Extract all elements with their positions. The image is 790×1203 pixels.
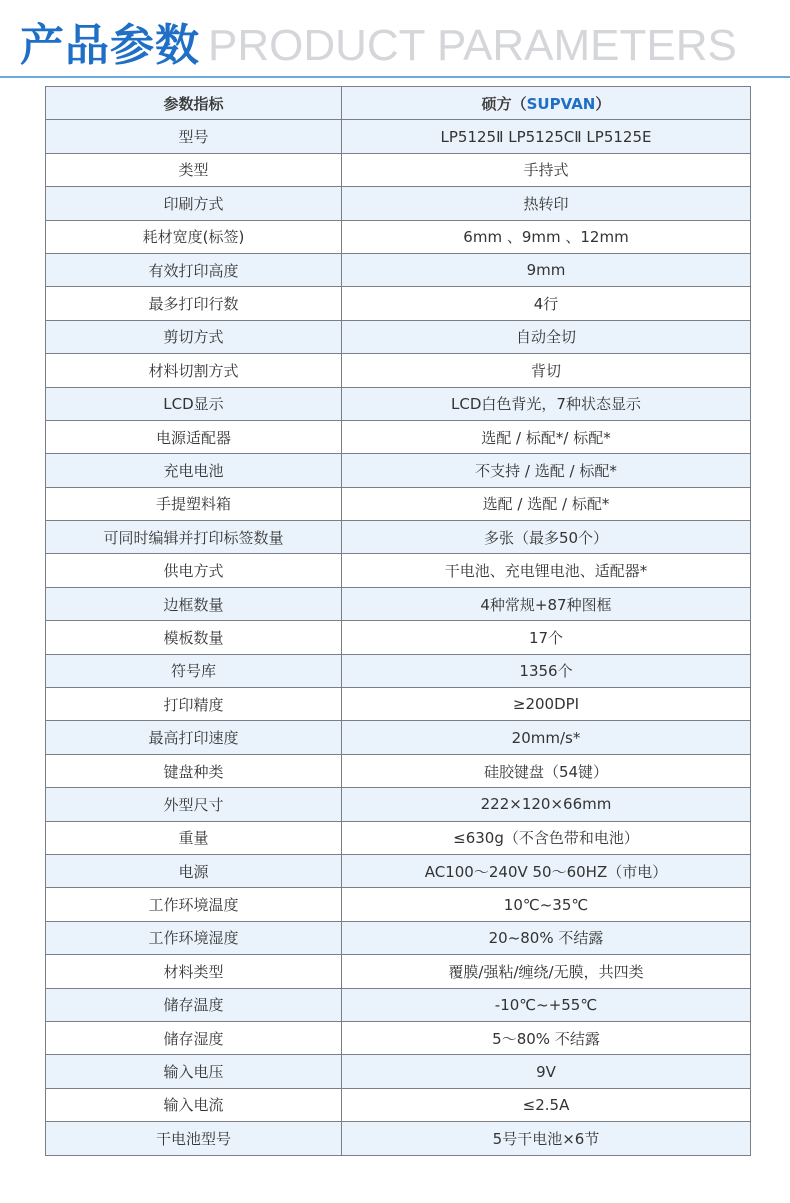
table-row <box>46 521 751 554</box>
param-label-cell: 最高打印速度 <box>46 721 342 754</box>
param-label-cell: 充电电池 <box>46 454 342 487</box>
param-value-cell: 5～80% 不结露 <box>342 1021 751 1054</box>
param-label-cell: 边框数量 <box>46 587 342 620</box>
table-row <box>46 387 751 420</box>
param-value-cell: 9mm <box>342 253 751 286</box>
table-row <box>46 955 751 988</box>
page-title-en: PRODUCT PARAMETERS <box>208 21 737 70</box>
table-row <box>46 654 751 687</box>
table-row <box>46 788 751 821</box>
param-label-cell: 输入电压 <box>46 1055 342 1088</box>
table-row <box>46 287 751 320</box>
param-value-cell: 10℃~35℃ <box>342 888 751 921</box>
param-value-cell: 1356个 <box>342 654 751 687</box>
param-value-cell: 自动全切 <box>342 320 751 353</box>
param-label-cell: 型号 <box>46 120 342 153</box>
table-row <box>46 1021 751 1054</box>
table-row <box>46 587 751 620</box>
table-row <box>46 153 751 186</box>
param-value-cell: 6mm 、9mm 、12mm <box>342 220 751 253</box>
table-row <box>46 354 751 387</box>
param-value-cell: 222×120×66mm <box>342 788 751 821</box>
parameters-table <box>45 86 751 1156</box>
param-label-cell: 电源适配器 <box>46 420 342 453</box>
table-row <box>46 621 751 654</box>
param-value-cell: 覆膜/强粘/缠绕/无膜，共四类 <box>342 955 751 988</box>
table-row <box>46 320 751 353</box>
param-label-cell: 类型 <box>46 153 342 186</box>
table-row <box>46 988 751 1021</box>
header-brand-cn: 硕方（ <box>481 94 527 113</box>
param-label-cell: 储存温度 <box>46 988 342 1021</box>
param-label-cell: 模板数量 <box>46 621 342 654</box>
table-row <box>46 187 751 220</box>
param-value-cell: 4种常规+87种图框 <box>342 587 751 620</box>
table-row <box>46 420 751 453</box>
param-label-cell: 储存湿度 <box>46 1021 342 1054</box>
param-value-cell: 热转印 <box>342 187 751 220</box>
param-value-cell: LP5125Ⅱ LP5125CⅡ LP5125E <box>342 120 751 153</box>
table-row <box>46 1055 751 1088</box>
table-row <box>46 721 751 754</box>
table-row <box>46 754 751 787</box>
param-value-cell: 9V <box>342 1055 751 1088</box>
param-label-cell: 外型尺寸 <box>46 788 342 821</box>
param-value-cell: 选配 / 标配*/ 标配* <box>342 420 751 453</box>
page-header <box>20 6 737 76</box>
param-label-cell: 重量 <box>46 821 342 854</box>
table-row <box>46 454 751 487</box>
param-value-cell: 多张（最多50个） <box>342 521 751 554</box>
param-value-cell: ≥200DPI <box>342 688 751 721</box>
table-row <box>46 120 751 153</box>
table-row <box>46 854 751 887</box>
param-label-cell: 有效打印高度 <box>46 253 342 286</box>
param-label-cell: 耗材宽度(标签) <box>46 220 342 253</box>
param-value-cell: 背切 <box>342 354 751 387</box>
param-value-cell: 干电池、充电锂电池、适配器* <box>342 554 751 587</box>
param-label-cell: 手提塑料箱 <box>46 487 342 520</box>
param-value-cell: 17个 <box>342 621 751 654</box>
header-divider <box>0 76 790 78</box>
header-brand-cell <box>342 87 751 120</box>
table-row <box>46 1122 751 1155</box>
param-label-cell: 符号库 <box>46 654 342 687</box>
param-value-cell: ≤630g（不含色带和电池） <box>342 821 751 854</box>
param-label-cell: 打印精度 <box>46 688 342 721</box>
param-value-cell: -10℃~+55℃ <box>342 988 751 1021</box>
param-value-cell: 选配 / 选配 / 标配* <box>342 487 751 520</box>
param-label-cell: 印刷方式 <box>46 187 342 220</box>
param-value-cell: 5号干电池×6节 <box>342 1122 751 1155</box>
param-value-cell: 4行 <box>342 287 751 320</box>
table-row <box>46 888 751 921</box>
param-label-cell: 工作环境温度 <box>46 888 342 921</box>
table-row <box>46 688 751 721</box>
table-row <box>46 220 751 253</box>
param-label-cell: 最多打印行数 <box>46 287 342 320</box>
param-value-cell: AC100～240V 50～60HZ（市电） <box>342 854 751 887</box>
table-row <box>46 1088 751 1121</box>
param-label-cell: 材料切割方式 <box>46 354 342 387</box>
param-label-cell: 电源 <box>46 854 342 887</box>
param-value-cell: 20~80% 不结露 <box>342 921 751 954</box>
param-value-cell: ≤2.5A <box>342 1088 751 1121</box>
table-row <box>46 487 751 520</box>
param-value-cell: LCD白色背光，7种状态显示 <box>342 387 751 420</box>
header-brand-close: ） <box>595 94 611 113</box>
param-value-cell: 不支持 / 选配 / 标配* <box>342 454 751 487</box>
table-row <box>46 554 751 587</box>
header-brand-en: SUPVAN <box>526 94 596 113</box>
table-row <box>46 921 751 954</box>
param-label-cell: 工作环境湿度 <box>46 921 342 954</box>
param-label-cell: 干电池型号 <box>46 1122 342 1155</box>
param-value-cell: 20mm/s* <box>342 721 751 754</box>
param-label-cell: 可同时编辑并打印标签数量 <box>46 521 342 554</box>
param-label-cell: LCD显示 <box>46 387 342 420</box>
param-value-cell: 硅胶键盘（54键） <box>342 754 751 787</box>
param-value-cell: 手持式 <box>342 153 751 186</box>
param-label-cell: 键盘种类 <box>46 754 342 787</box>
page-title-cn: 产品参数 <box>20 20 200 71</box>
table-body <box>46 120 751 1155</box>
param-label-cell: 材料类型 <box>46 955 342 988</box>
header-param-cell: 参数指标 <box>46 87 342 120</box>
table-header-row <box>46 87 751 120</box>
param-label-cell: 供电方式 <box>46 554 342 587</box>
table-row <box>46 821 751 854</box>
param-label-cell: 输入电流 <box>46 1088 342 1121</box>
table-row <box>46 253 751 286</box>
param-label-cell: 剪切方式 <box>46 320 342 353</box>
